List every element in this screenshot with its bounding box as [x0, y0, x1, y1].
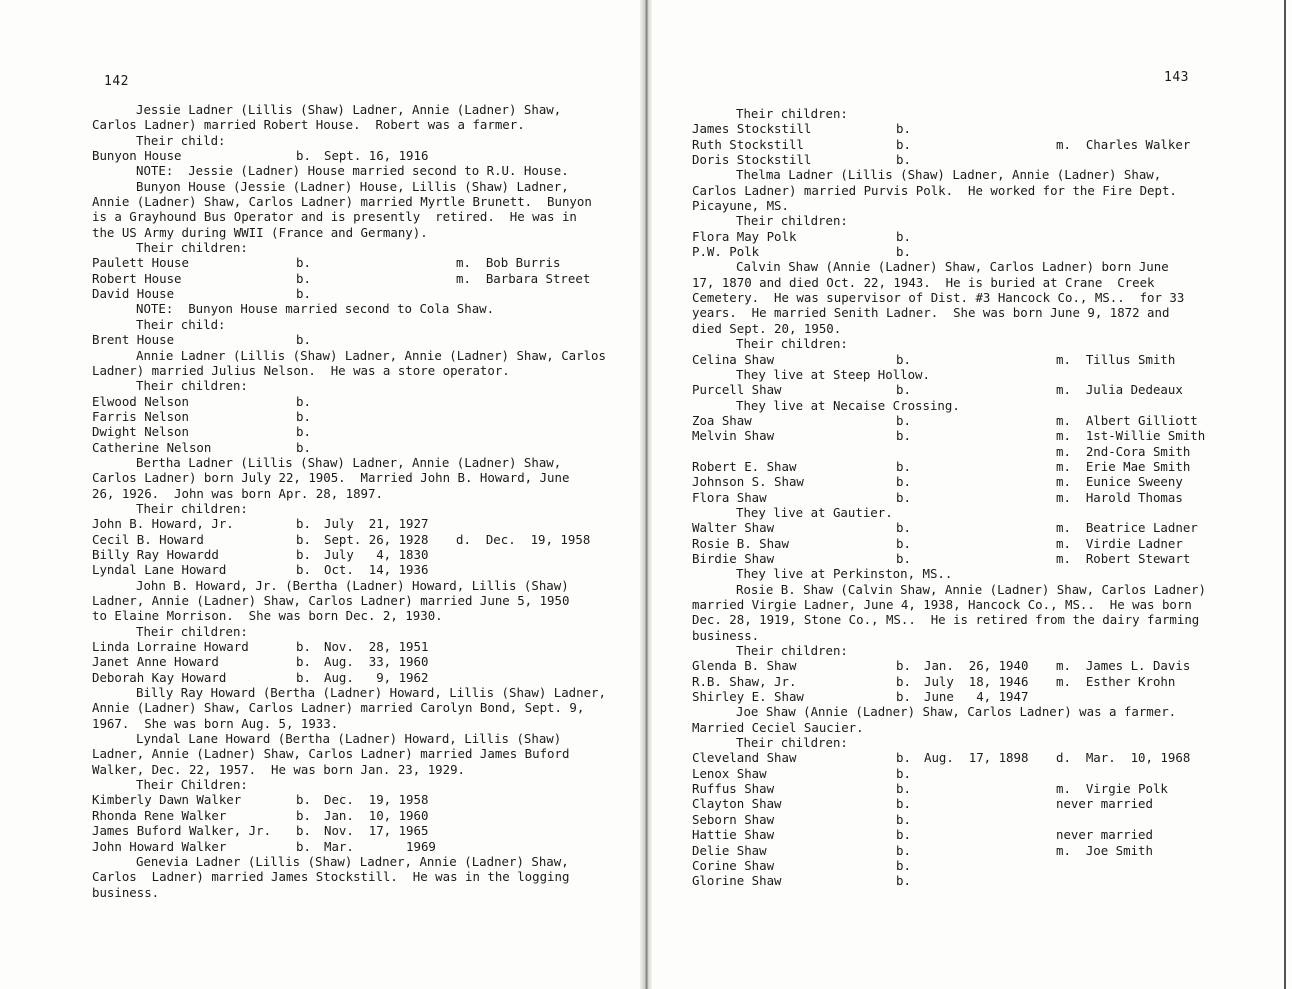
person-name: Bunyon House	[92, 148, 182, 164]
person-name: Farris Nelson	[92, 408, 189, 424]
list-item	[692, 520, 1282, 535]
person-name: James Buford Walker, Jr.	[92, 823, 272, 839]
spouse-or-note: m. Beatrice Ladner	[1056, 520, 1198, 536]
person-name: Celina Shaw	[692, 351, 775, 367]
birth-date: July 18, 1946	[924, 673, 1029, 689]
text-line	[692, 398, 1282, 413]
line-text: Their children:	[136, 240, 248, 256]
right-page	[652, 0, 1292, 989]
text-line	[92, 731, 632, 746]
born-marker: b.	[296, 639, 311, 655]
list-item	[692, 229, 1282, 244]
spouse-or-note: m. Tillus Smith	[1056, 351, 1176, 367]
born-marker: b.	[296, 408, 311, 424]
born-marker: b.	[896, 489, 911, 505]
text-line	[692, 290, 1282, 305]
line-text: Ladner, Annie (Ladner) Shaw, Carlos Ladner) married June 5, 1950	[92, 593, 570, 608]
person-name: Walter Shaw	[692, 520, 775, 536]
spouse-or-note: m. Albert Gilliott	[1056, 412, 1198, 428]
list-item	[92, 654, 632, 669]
line-text: Cemetery. He was supervisor of Dist. #3 Hancock Co., MS.. for 33	[692, 290, 1185, 306]
list-item	[92, 532, 632, 547]
born-marker: b.	[296, 669, 311, 685]
person-name: Flora May Polk	[692, 228, 797, 244]
line-text: Carlos Ladner) married Purvis Polk. He worked for the Fire Dept.	[692, 182, 1177, 198]
text-line	[92, 455, 632, 470]
spouse-or-note: m. Bob Burris	[456, 255, 561, 271]
list-item	[92, 440, 632, 455]
list-item	[92, 516, 632, 531]
person-name: Robert E. Shaw	[692, 458, 797, 474]
text-line	[92, 317, 632, 332]
birth-date: Mar. 1969	[324, 838, 436, 854]
text-line	[92, 301, 632, 316]
born-marker: b.	[896, 458, 911, 474]
person-name: Clayton Shaw	[692, 796, 782, 812]
spouse-or-note: m. 2nd-Cora Smith	[1056, 443, 1191, 459]
list-item	[692, 858, 1282, 873]
born-marker: b.	[296, 531, 311, 547]
line-text: They live at Steep Hollow.	[736, 366, 930, 382]
born-marker: b.	[296, 654, 311, 670]
line-text: Their children:	[136, 378, 248, 394]
person-name: John Howard Walker	[92, 838, 227, 854]
spouse-or-note: never married	[1056, 827, 1153, 843]
text-line	[92, 240, 632, 255]
line-text: Their children:	[736, 643, 848, 659]
list-item	[692, 827, 1282, 842]
text-line	[92, 470, 632, 485]
line-text: Lyndal Lane Howard (Bertha (Ladner) Howard, Lillis (Shaw)	[136, 731, 562, 747]
person-name: Flora Shaw	[692, 489, 767, 505]
birth-date: Oct. 14, 1936	[324, 562, 429, 578]
line-text: Joe Shaw (Annie (Ladner) Shaw, Carlos Ladner) was a farmer.	[736, 704, 1177, 720]
birth-date: Jan. 26, 1940	[924, 658, 1029, 674]
person-name: Glorine Shaw	[692, 873, 782, 889]
list-item	[92, 808, 632, 823]
line-text: Their child:	[136, 316, 226, 332]
born-marker: b.	[296, 148, 311, 164]
text-line	[92, 378, 632, 393]
list-item	[92, 286, 632, 301]
person-name: Dwight Nelson	[92, 424, 189, 440]
line-text: Married Ceciel Saucier.	[692, 719, 864, 735]
text-line	[92, 225, 632, 240]
born-marker: b.	[296, 823, 311, 839]
person-name: Brent House	[92, 332, 175, 348]
text-line	[92, 117, 632, 132]
person-name: Melvin Shaw	[692, 428, 775, 444]
person-name: Seborn Shaw	[692, 811, 775, 827]
person-name: Glenda B. Shaw	[692, 658, 797, 674]
person-name: Billy Ray Howardd	[92, 546, 219, 562]
birth-date: Dec. 19, 1958	[324, 792, 429, 808]
list-item	[692, 658, 1282, 673]
line-text: Their children:	[736, 213, 848, 229]
text-line	[92, 163, 632, 178]
line-text: Their children:	[736, 336, 848, 352]
born-marker: b.	[896, 750, 911, 766]
list-item	[692, 551, 1282, 566]
birth-date: July 4, 1830	[324, 546, 429, 562]
text-line	[92, 716, 632, 731]
born-marker: b.	[896, 689, 911, 705]
birth-date: Aug. 33, 1960	[324, 654, 429, 670]
line-text: Their children:	[136, 623, 248, 639]
line-text: Dec. 28, 1919, Stone Co., MS.. He is retired from the dairy farming	[692, 612, 1200, 628]
person-name: Rosie B. Shaw	[692, 535, 789, 551]
born-marker: b.	[896, 550, 911, 566]
born-marker: b.	[896, 351, 911, 367]
birth-date: Sept. 26, 1928	[324, 531, 429, 547]
list-item	[92, 823, 632, 838]
list-item	[92, 839, 632, 854]
person-name: Robert House	[92, 270, 182, 286]
list-item	[692, 137, 1282, 152]
line-text: Carlos Ladner) married James Stockstill. He was in the logging	[92, 869, 570, 885]
person-name: Zoa Shaw	[692, 412, 752, 428]
born-marker: b.	[896, 827, 911, 843]
line-text: Thelma Ladner (Lillis (Shaw) Ladner, Annie (Ladner) Shaw,	[736, 167, 1162, 183]
line-text: 26, 1926. John was born Apr. 28, 1897.	[92, 485, 383, 501]
list-item	[692, 781, 1282, 796]
list-item	[692, 674, 1282, 689]
line-text: They live at Gautier.	[736, 504, 893, 520]
left-page	[0, 0, 640, 989]
spouse-or-note: m. James L. Davis	[1056, 658, 1191, 674]
spouse-or-note: m. Robert Stewart	[1056, 550, 1191, 566]
list-item	[92, 409, 632, 424]
person-name: Cleveland Shaw	[692, 750, 797, 766]
spouse-or-note: m. 1st-Willie Smith	[1056, 428, 1206, 444]
page-text	[92, 102, 632, 900]
list-item	[692, 413, 1282, 428]
born-marker: b.	[296, 286, 311, 302]
text-line	[692, 566, 1282, 581]
text-line	[92, 102, 632, 117]
line-text: Jessie Ladner (Lillis (Shaw) Ladner, Annie (Ladner) Shaw,	[136, 102, 562, 117]
person-name: Birdie Shaw	[692, 550, 775, 566]
line-text: Annie (Ladner) Shaw, Carlos Ladner) married Carolyn Bond, Sept. 9,	[92, 700, 585, 716]
born-marker: b.	[896, 873, 911, 889]
text-line	[692, 213, 1282, 228]
person-name: Rhonda Rene Walker	[92, 807, 227, 823]
list-item	[92, 394, 632, 409]
birth-date: Nov. 28, 1951	[324, 639, 429, 655]
born-marker: b.	[296, 255, 311, 271]
born-marker: b.	[896, 152, 911, 168]
line-text: married Virgie Ladner, June 4, 1938, Hancock Co., MS.. He was born	[692, 597, 1192, 612]
text-line	[92, 746, 632, 761]
born-marker: b.	[896, 658, 911, 674]
born-marker: b.	[896, 781, 911, 797]
text-line	[92, 885, 632, 900]
text-line	[92, 501, 632, 516]
born-marker: b.	[896, 428, 911, 444]
text-line	[92, 133, 632, 148]
spouse-or-note: m. Eunice Sweeny	[1056, 474, 1183, 490]
born-marker: b.	[896, 857, 911, 873]
text-line	[692, 628, 1282, 643]
born-marker: b.	[896, 520, 911, 536]
page-edge	[1284, 0, 1286, 989]
list-item	[692, 244, 1282, 259]
person-name: P.W. Polk	[692, 244, 760, 260]
text-line	[92, 700, 632, 715]
text-line	[92, 762, 632, 777]
born-marker: b.	[296, 424, 311, 440]
person-name: Doris Stockstill	[692, 152, 812, 168]
text-line	[692, 198, 1282, 213]
spouse-or-note: m. Virdie Ladner	[1056, 535, 1183, 551]
person-name: Shirley E. Shaw	[692, 689, 804, 705]
line-text: Picayune, MS.	[692, 198, 789, 214]
text-line	[692, 275, 1282, 290]
text-line	[692, 597, 1282, 612]
text-line	[692, 612, 1282, 627]
born-marker: b.	[296, 393, 311, 409]
list-item	[692, 843, 1282, 858]
person-name: Janet Anne Howard	[92, 654, 219, 670]
list-item	[92, 271, 632, 286]
text-line	[692, 336, 1282, 351]
spouse-or-note: m. Barbara Street	[456, 270, 591, 286]
person-name: Purcell Shaw	[692, 382, 782, 398]
page-text	[692, 106, 1282, 889]
text-line	[692, 183, 1282, 198]
person-name: Lyndal Lane Howard	[92, 562, 227, 578]
line-text: Bertha Ladner (Lillis (Shaw) Ladner, Annie (Ladner) Shaw,	[136, 454, 562, 470]
line-text: NOTE: Bunyon House married second to Cola Shaw.	[136, 301, 495, 317]
text-line	[92, 593, 632, 608]
born-marker: b.	[896, 765, 911, 781]
text-line	[92, 608, 632, 623]
text-line	[92, 869, 632, 884]
text-line	[92, 179, 632, 194]
text-line	[692, 367, 1282, 382]
line-text: is a Grayhound Bus Operator and is presently retired. He was in	[92, 209, 577, 225]
born-marker: b.	[896, 244, 911, 260]
list-item	[92, 148, 632, 163]
spouse-or-note: m. Erie Mae Smith	[1056, 458, 1191, 474]
text-line	[92, 578, 632, 593]
spouse-or-note: d. Mar. 10, 1968	[1056, 750, 1191, 766]
text-line	[692, 704, 1282, 719]
person-name: Cecil B. Howard	[92, 531, 204, 547]
person-name: Delie Shaw	[692, 842, 767, 858]
person-name: John B. Howard, Jr.	[92, 516, 234, 532]
born-marker: b.	[896, 136, 911, 152]
list-item	[692, 750, 1282, 765]
person-name: Linda Lorraine Howard	[92, 639, 249, 655]
text-line	[92, 209, 632, 224]
line-text: Their children:	[736, 106, 848, 121]
list-item	[692, 459, 1282, 474]
line-text: Rosie B. Shaw (Calvin Shaw, Annie (Ladner) Shaw, Carlos Ladner)	[736, 581, 1206, 597]
book-spine	[640, 0, 652, 989]
line-text: John B. Howard, Jr. (Bertha (Ladner) Howard, Lillis (Shaw)	[136, 577, 569, 593]
person-name: Ruffus Shaw	[692, 781, 775, 797]
spouse-or-note: m. Joe Smith	[1056, 842, 1153, 858]
person-name: Deborah Kay Howard	[92, 669, 227, 685]
list-item	[692, 121, 1282, 136]
born-marker: b.	[296, 792, 311, 808]
list-item	[92, 792, 632, 807]
born-marker: b.	[896, 228, 911, 244]
text-line	[92, 624, 632, 639]
spouse-or-note: m. Esther Krohn	[1056, 673, 1176, 689]
line-text: Ladner) married Julius Nelson. He was a store operator.	[92, 362, 510, 378]
line-text: Their children:	[136, 500, 248, 516]
born-marker: b.	[296, 807, 311, 823]
list-item	[92, 670, 632, 685]
line-text: Billy Ray Howard (Bertha (Ladner) Howard, Lillis (Shaw) Ladner,	[136, 685, 606, 701]
line-text: Calvin Shaw (Annie (Ladner) Shaw, Carlos Ladner) born June	[736, 259, 1169, 275]
born-marker: b.	[896, 673, 911, 689]
person-name: Lenox Shaw	[692, 765, 767, 781]
list-item	[92, 547, 632, 562]
list-item	[692, 444, 1282, 459]
list-item	[692, 796, 1282, 811]
person-name: Corine Shaw	[692, 857, 775, 873]
spouse-or-note: m. Charles Walker	[1056, 136, 1191, 152]
text-line	[92, 685, 632, 700]
person-name: R.B. Shaw, Jr.	[692, 673, 797, 689]
text-line	[692, 167, 1282, 182]
born-marker: b.	[896, 842, 911, 858]
list-item	[692, 536, 1282, 551]
line-text: the US Army during WWII (France and Germany).	[92, 224, 428, 240]
born-marker: b.	[896, 811, 911, 827]
line-text: Annie Ladner (Lillis (Shaw) Ladner, Annie (Ladner) Shaw, Carlos	[136, 347, 606, 363]
line-text: They live at Perkinston, MS..	[736, 566, 953, 582]
person-name: Johnson S. Shaw	[692, 474, 804, 490]
line-text: They live at Necaise Crossing.	[736, 397, 960, 413]
list-item	[692, 766, 1282, 781]
person-name: Hattie Shaw	[692, 827, 775, 843]
line-text: Their children:	[736, 735, 848, 751]
line-text: to Elaine Morrison. She was born Dec. 2, 1930.	[92, 608, 443, 624]
birth-date: Nov. 17, 1965	[324, 823, 429, 839]
birth-date: Aug. 17, 1898	[924, 750, 1029, 766]
text-line	[92, 363, 632, 378]
birth-date: Jan. 10, 1960	[324, 807, 429, 823]
birth-date: Sept. 16, 1916	[324, 148, 429, 164]
spouse-or-note: m. Julia Dedeaux	[1056, 382, 1183, 398]
list-item	[692, 382, 1282, 397]
text-line	[692, 643, 1282, 658]
line-text: years. He married Senith Ladner. She was born June 9, 1872 and	[692, 305, 1170, 321]
text-line	[692, 735, 1282, 750]
person-name: Paulett House	[92, 255, 189, 271]
list-item	[692, 689, 1282, 704]
page-number: 142	[104, 74, 129, 89]
spouse-or-note: never married	[1056, 796, 1153, 812]
spouse-or-note: m. Harold Thomas	[1056, 489, 1183, 505]
birth-date: Aug. 9, 1962	[324, 669, 429, 685]
spouse-or-note: m. Virgie Polk	[1056, 781, 1168, 797]
line-text: 17, 1870 and died Oct. 22, 1943. He is buried at Crane Creek	[692, 274, 1155, 290]
text-line	[692, 321, 1282, 336]
line-text: Ladner, Annie (Ladner) Shaw, Carlos Ladner) married James Buford	[92, 746, 570, 762]
text-line	[692, 305, 1282, 320]
text-line	[92, 777, 632, 792]
born-marker: b.	[296, 439, 311, 455]
born-marker: b.	[896, 412, 911, 428]
person-name: David House	[92, 286, 175, 302]
born-marker: b.	[296, 838, 311, 854]
born-marker: b.	[296, 332, 311, 348]
birth-date: July 21, 1927	[324, 516, 429, 532]
person-name: Catherine Nelson	[92, 439, 212, 455]
line-text: business.	[92, 884, 160, 900]
list-item	[92, 424, 632, 439]
text-line	[92, 486, 632, 501]
text-line	[692, 106, 1282, 121]
list-item	[692, 152, 1282, 167]
line-text: 1967. She was born Aug. 5, 1933.	[92, 715, 339, 731]
list-item	[692, 428, 1282, 443]
line-text: Walker, Dec. 22, 1957. He was born Jan. 23, 1929.	[92, 761, 465, 777]
person-name: Elwood Nelson	[92, 393, 189, 409]
born-marker: b.	[296, 516, 311, 532]
list-item	[692, 352, 1282, 367]
person-name: Kimberly Dawn Walker	[92, 792, 242, 808]
line-text: died Sept. 20, 1950.	[692, 320, 842, 336]
line-text: NOTE: Jessie (Ladner) House married second to R.U. House.	[136, 163, 569, 179]
line-text: business.	[692, 627, 760, 643]
born-marker: b.	[296, 546, 311, 562]
list-item	[92, 255, 632, 270]
line-text: Their child:	[136, 132, 226, 148]
text-line	[692, 720, 1282, 735]
text-line	[92, 194, 632, 209]
list-item	[92, 639, 632, 654]
text-line	[692, 259, 1282, 274]
born-marker: b.	[896, 121, 911, 137]
text-line	[92, 854, 632, 869]
list-item	[92, 332, 632, 347]
birth-date: June 4, 1947	[924, 689, 1029, 705]
line-text: Carlos Ladner) married Robert House. Robert was a farmer.	[92, 117, 525, 133]
line-text: Annie (Ladner) Shaw, Carlos Ladner) married Myrtle Brunett. Bunyon	[92, 194, 592, 210]
line-text: Bunyon House (Jessie (Ladner) House, Lillis (Shaw) Ladner,	[136, 178, 569, 194]
list-item	[692, 873, 1282, 888]
list-item	[692, 474, 1282, 489]
page-number: 143	[1164, 70, 1189, 85]
spouse-or-note: d. Dec. 19, 1958	[456, 531, 591, 547]
person-name: Ruth Stockstill	[692, 136, 804, 152]
text-line	[92, 348, 632, 363]
line-text: Carlos Ladner) born July 22, 1905. Married John B. Howard, June	[92, 470, 570, 486]
list-item	[92, 562, 632, 577]
born-marker: b.	[296, 270, 311, 286]
text-line	[692, 505, 1282, 520]
list-item	[692, 812, 1282, 827]
born-marker: b.	[896, 796, 911, 812]
line-text: Genevia Ladner (Lillis (Shaw) Ladner, Annie (Ladner) Shaw,	[136, 853, 569, 869]
line-text: Their Children:	[136, 777, 248, 793]
text-line	[692, 582, 1282, 597]
born-marker: b.	[896, 382, 911, 398]
born-marker: b.	[896, 474, 911, 490]
born-marker: b.	[296, 562, 311, 578]
list-item	[692, 490, 1282, 505]
person-name: James Stockstill	[692, 121, 812, 137]
born-marker: b.	[896, 535, 911, 551]
